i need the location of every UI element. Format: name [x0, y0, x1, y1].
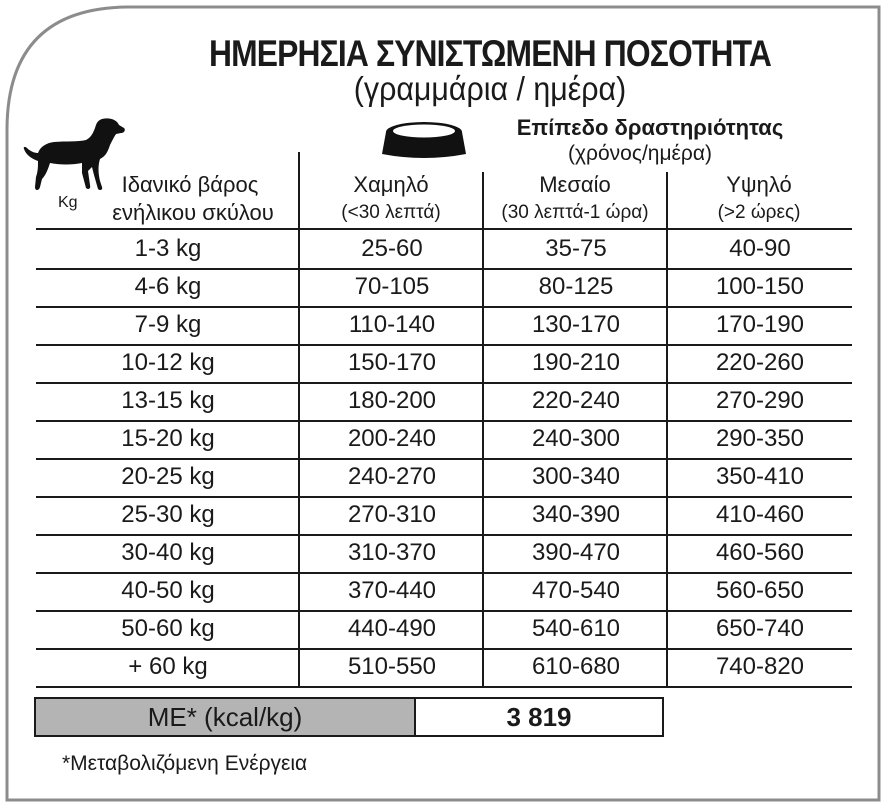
high-cell: 460-560: [715, 539, 805, 566]
table-row: [36, 382, 852, 422]
table-row: [36, 648, 852, 688]
weight-cell: 30-40 kg: [121, 539, 215, 566]
high-cell: 740-820: [715, 653, 805, 680]
high-cell: 410-460: [715, 501, 805, 528]
medium-cell: 610-680: [531, 653, 621, 680]
footnote: *Μεταβολιζόμενη Ενέργεια: [62, 752, 308, 775]
weight-cell: 13-15 kg: [121, 387, 215, 414]
column-divider: [666, 172, 668, 688]
low-cell: 270-310: [347, 501, 437, 528]
low-cell: 180-200: [347, 387, 437, 414]
medium-cell: 470-540: [531, 577, 621, 604]
column-divider: [482, 172, 484, 688]
low-cell: 310-370: [347, 539, 437, 566]
me-label: ME* (kcal/kg): [36, 699, 416, 735]
medium-cell: 130-170: [531, 311, 621, 338]
me-value: 3 819: [506, 702, 572, 732]
medium-cell: 240-300: [531, 425, 621, 452]
medium-cell: 300-340: [531, 463, 621, 490]
high-cell: 170-190: [715, 311, 805, 338]
high-cell: 40-90: [729, 235, 791, 262]
medium-cell: 35-75: [545, 235, 607, 262]
table-row: [36, 344, 852, 384]
low-activity-duration: (<30 λεπτά): [341, 202, 441, 223]
medium-cell: 390-470: [531, 539, 621, 566]
low-activity-header: Χαμηλό: [353, 172, 429, 197]
high-cell: 350-410: [715, 463, 805, 490]
column-divider: [298, 152, 300, 688]
medium-activity-header: Μεσαίο: [539, 172, 611, 197]
high-activity-header: Υψηλό: [726, 172, 792, 197]
low-cell: 200-240: [347, 425, 437, 452]
medium-cell: 220-240: [531, 387, 621, 414]
low-cell: 25-60: [361, 235, 423, 262]
table-row: [36, 230, 852, 270]
weight-cell: 25-30 kg: [121, 501, 215, 528]
table-row: [36, 268, 852, 308]
table-header-rule: [36, 192, 852, 230]
high-cell: 290-350: [715, 425, 805, 452]
table-row: [36, 534, 852, 574]
medium-activity-duration: (30 λεπτά-1 ώρα): [501, 202, 649, 223]
medium-cell: 340-390: [531, 501, 621, 528]
metabolizable-energy-box: [34, 697, 664, 737]
page-title: ΗΜΕΡΗΣΙΑ ΣΥΝΙΣΤΩΜΕΝΗ ΠΟΣΟΤΗΤΑ: [209, 33, 771, 74]
food-bowl-icon: [378, 118, 470, 160]
low-cell: 510-550: [347, 653, 437, 680]
high-cell: 650-740: [715, 615, 805, 642]
high-cell: 560-650: [715, 577, 805, 604]
weight-cell: 4-6 kg: [134, 273, 202, 300]
medium-cell: 190-210: [531, 349, 621, 376]
high-activity-duration: (>2 ώρες): [717, 202, 801, 223]
weight-cell: 40-50 kg: [121, 577, 215, 604]
low-cell: 240-270: [347, 463, 437, 490]
weight-header-unit: Kg: [58, 194, 78, 211]
medium-cell: 80-125: [538, 273, 614, 300]
weight-cell: 20-25 kg: [121, 463, 215, 490]
activity-level-subtitle: (χρόνος/ημέρα): [568, 142, 712, 165]
weight-header-line1: Ιδανικό βάρος: [121, 172, 259, 197]
table-row: [36, 420, 852, 460]
medium-cell: 540-610: [531, 615, 621, 642]
high-cell: 100-150: [715, 273, 805, 300]
weight-cell: 50-60 kg: [121, 615, 215, 642]
high-cell: 270-290: [715, 387, 805, 414]
weight-cell: + 60 kg: [128, 653, 208, 680]
table-row: [36, 496, 852, 536]
low-cell: 370-440: [347, 577, 437, 604]
high-cell: 220-260: [715, 349, 805, 376]
table-row: [36, 572, 852, 612]
weight-cell: 7-9 kg: [134, 311, 202, 338]
low-cell: 110-140: [348, 311, 436, 338]
weight-cell: 10-12 kg: [121, 349, 215, 376]
table-row: [36, 306, 852, 346]
low-cell: 70-105: [354, 273, 430, 300]
low-cell: 440-490: [347, 615, 437, 642]
weight-cell: 1-3 kg: [134, 235, 202, 262]
weight-cell: 15-20 kg: [121, 425, 215, 452]
page-subtitle: (γραμμάρια / ημέρα): [353, 70, 627, 107]
table-row: [36, 610, 852, 650]
activity-level-title: Επίπεδο δραστηριότητας: [516, 115, 784, 140]
low-cell: 150-170: [347, 349, 437, 376]
table-row: [36, 458, 852, 498]
weight-header-line2: ενήλικου σκύλου: [112, 200, 274, 225]
